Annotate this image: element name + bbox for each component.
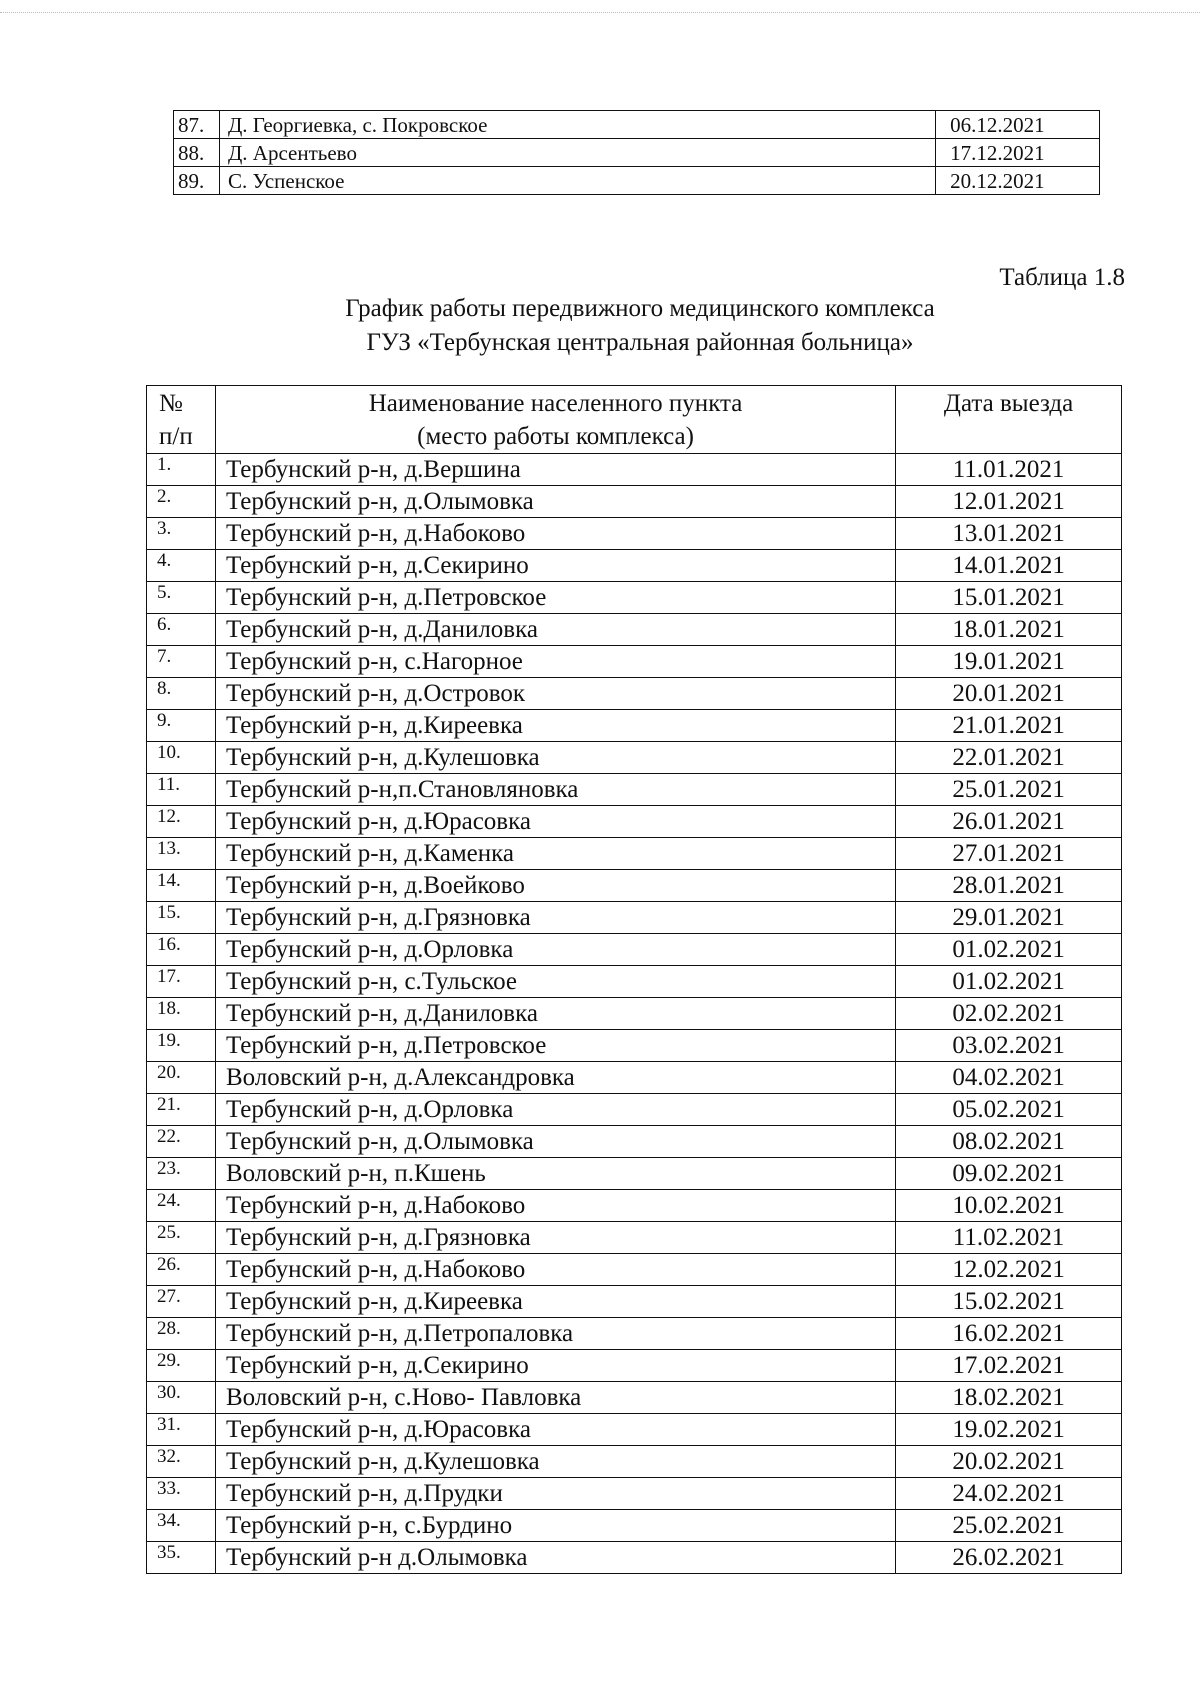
settlement-name: Д. Арсентьево <box>219 139 935 167</box>
table-row <box>147 806 1122 838</box>
visit-date: 19.02.2021 <box>896 1414 1122 1446</box>
visit-date: 28.01.2021 <box>896 870 1122 902</box>
table-row <box>147 934 1122 966</box>
table-row <box>147 966 1122 998</box>
row-number: 17. <box>147 966 216 998</box>
settlement-name: Тербунский р-н, д.Орловка <box>215 934 895 966</box>
table-row <box>147 1030 1122 1062</box>
visit-date: 26.01.2021 <box>896 806 1122 838</box>
previous-table-continuation <box>173 110 1100 195</box>
settlement-name: Тербунский р-н, д.Набоково <box>215 1190 895 1222</box>
row-number: 2. <box>147 486 216 518</box>
visit-date: 11.01.2021 <box>896 454 1122 486</box>
table-row <box>147 1382 1122 1414</box>
row-number: 30. <box>147 1382 216 1414</box>
visit-date: 17.02.2021 <box>896 1350 1122 1382</box>
settlement-name: Тербунский р-н, д.Олымовка <box>215 486 895 518</box>
visit-date: 03.02.2021 <box>896 1030 1122 1062</box>
row-number: 3. <box>147 518 216 550</box>
table-row <box>174 139 1100 167</box>
table-row <box>147 1478 1122 1510</box>
settlement-name: С. Успенское <box>219 167 935 195</box>
visit-date: 20.12.2021 <box>936 167 1100 195</box>
table-row <box>147 1286 1122 1318</box>
visit-date: 12.02.2021 <box>896 1254 1122 1286</box>
table-row <box>147 678 1122 710</box>
row-number: 28. <box>147 1318 216 1350</box>
row-number: 21. <box>147 1094 216 1126</box>
settlement-name: Тербунский р-н, с.Тульское <box>215 966 895 998</box>
visit-date: 17.12.2021 <box>936 139 1100 167</box>
table-row <box>147 486 1122 518</box>
visit-date: 01.02.2021 <box>896 934 1122 966</box>
visit-date: 09.02.2021 <box>896 1158 1122 1190</box>
settlement-name: Тербунский р-н, д.Вершина <box>215 454 895 486</box>
visit-date: 05.02.2021 <box>896 1094 1122 1126</box>
settlement-name: Тербунский р-н, с.Нагорное <box>215 646 895 678</box>
visit-date: 16.02.2021 <box>896 1318 1122 1350</box>
settlement-name: Тербунский р-н, д.Воейково <box>215 870 895 902</box>
row-number: 6. <box>147 614 216 646</box>
table-row <box>174 167 1100 195</box>
table-row <box>147 454 1122 486</box>
page-top-dotted-rule <box>0 12 1200 13</box>
settlement-name: Тербунский р-н, д.Островок <box>215 678 895 710</box>
visit-date: 15.01.2021 <box>896 582 1122 614</box>
row-number: 10. <box>147 742 216 774</box>
table-row <box>147 742 1122 774</box>
table-title: График работы передвижного медицинского комплекса <box>345 295 935 322</box>
header-num <box>147 386 216 454</box>
visit-date: 21.01.2021 <box>896 710 1122 742</box>
table-row <box>147 1222 1122 1254</box>
table-row <box>147 614 1122 646</box>
table-row <box>147 1542 1122 1574</box>
visit-date: 13.01.2021 <box>896 518 1122 550</box>
settlement-name: Тербунский р-н, с.Бурдино <box>215 1510 895 1542</box>
header-num-line2: п/п <box>159 423 193 450</box>
table-row <box>147 1414 1122 1446</box>
header-name-line1: Наименование населенного пункта <box>368 390 743 417</box>
table-row <box>147 1190 1122 1222</box>
row-number: 19. <box>147 1030 216 1062</box>
table-row <box>174 111 1100 139</box>
visit-date: 25.02.2021 <box>896 1510 1122 1542</box>
settlement-name: Тербунский р-н, д.Секирино <box>215 550 895 582</box>
table-row <box>147 1062 1122 1094</box>
row-number: 87. <box>174 111 220 139</box>
row-number: 34. <box>147 1510 216 1542</box>
row-number: 18. <box>147 998 216 1030</box>
table-row <box>147 518 1122 550</box>
table-row <box>147 1094 1122 1126</box>
table-row <box>147 710 1122 742</box>
row-number: 5. <box>147 582 216 614</box>
table-row <box>147 1254 1122 1286</box>
row-number: 12. <box>147 806 216 838</box>
visit-date: 24.02.2021 <box>896 1478 1122 1510</box>
row-number: 31. <box>147 1414 216 1446</box>
visit-date: 19.01.2021 <box>896 646 1122 678</box>
table-row <box>147 870 1122 902</box>
visit-date: 22.01.2021 <box>896 742 1122 774</box>
table-row <box>147 646 1122 678</box>
row-number: 26. <box>147 1254 216 1286</box>
row-number: 11. <box>147 774 216 806</box>
settlement-name: Тербунский р-н, д.Киреевка <box>215 1286 895 1318</box>
visit-date: 25.01.2021 <box>896 774 1122 806</box>
row-number: 29. <box>147 1350 216 1382</box>
row-number: 15. <box>147 902 216 934</box>
table-row <box>147 582 1122 614</box>
header-row <box>147 386 1122 454</box>
settlement-name: Тербунский р-н, д.Петровское <box>215 582 895 614</box>
visit-date: 18.01.2021 <box>896 614 1122 646</box>
table-row <box>147 1126 1122 1158</box>
settlement-name: Тербунский р-н, д.Набоково <box>215 518 895 550</box>
row-number: 32. <box>147 1446 216 1478</box>
settlement-name: Тербунский р-н, д.Секирино <box>215 1350 895 1382</box>
table-row <box>147 1318 1122 1350</box>
row-number: 16. <box>147 934 216 966</box>
table-row <box>147 902 1122 934</box>
visit-date: 06.12.2021 <box>936 111 1100 139</box>
row-number: 33. <box>147 1478 216 1510</box>
visit-date: 18.02.2021 <box>896 1382 1122 1414</box>
header-name <box>215 386 895 454</box>
settlement-name: Тербунский р-н, д.Киреевка <box>215 710 895 742</box>
table-row <box>147 838 1122 870</box>
table-row <box>147 998 1122 1030</box>
row-number: 25. <box>147 1222 216 1254</box>
visit-date: 10.02.2021 <box>896 1190 1122 1222</box>
settlement-name: Тербунский р-н, д.Каменка <box>215 838 895 870</box>
settlement-name: Воловский р-н, с.Ново- Павловка <box>215 1382 895 1414</box>
row-number: 20. <box>147 1062 216 1094</box>
table-row <box>147 1158 1122 1190</box>
row-number: 22. <box>147 1126 216 1158</box>
settlement-name: Тербунский р-н, д.Набоково <box>215 1254 895 1286</box>
table-row <box>147 1350 1122 1382</box>
schedule-table <box>146 385 1122 1574</box>
row-number: 8. <box>147 678 216 710</box>
visit-date: 26.02.2021 <box>896 1542 1122 1574</box>
schedule-table-body <box>147 454 1122 1574</box>
settlement-name: Тербунский р-н, д.Юрасовка <box>215 1414 895 1446</box>
visit-date: 29.01.2021 <box>896 902 1122 934</box>
row-number: 9. <box>147 710 216 742</box>
visit-date: 08.02.2021 <box>896 1126 1122 1158</box>
visit-date: 15.02.2021 <box>896 1286 1122 1318</box>
row-number: 27. <box>147 1286 216 1318</box>
settlement-name: Воловский р-н, п.Кшень <box>215 1158 895 1190</box>
settlement-name: Тербунский р-н, д.Прудки <box>215 1478 895 1510</box>
header-date: Дата выезда <box>896 386 1122 454</box>
visit-date: 20.01.2021 <box>896 678 1122 710</box>
header-name-line2: (место работы комплекса) <box>417 423 694 450</box>
row-number: 88. <box>174 139 220 167</box>
row-number: 35. <box>147 1542 216 1574</box>
settlement-name: Тербунский р-н, д.Грязновка <box>215 902 895 934</box>
table-subtitle: ГУЗ «Тербунская центральная районная больница» <box>366 329 914 356</box>
visit-date: 04.02.2021 <box>896 1062 1122 1094</box>
visit-date: 12.01.2021 <box>896 486 1122 518</box>
row-number: 14. <box>147 870 216 902</box>
visit-date: 20.02.2021 <box>896 1446 1122 1478</box>
previous-table-body <box>174 111 1100 195</box>
schedule-table-header <box>147 386 1122 454</box>
row-number: 13. <box>147 838 216 870</box>
settlement-name: Тербунский р-н д.Олымовка <box>215 1542 895 1574</box>
visit-date: 14.01.2021 <box>896 550 1122 582</box>
settlement-name: Тербунский р-н, д.Кулешовка <box>215 742 895 774</box>
row-number: 7. <box>147 646 216 678</box>
settlement-name: Тербунский р-н, д.Даниловка <box>215 614 895 646</box>
row-number: 89. <box>174 167 220 195</box>
settlement-name: Воловский р-н, д.Александровка <box>215 1062 895 1094</box>
table-label: Таблица 1.8 <box>999 264 1125 291</box>
settlement-name: Тербунский р-н, д.Грязновка <box>215 1222 895 1254</box>
visit-date: 02.02.2021 <box>896 998 1122 1030</box>
table-row <box>147 550 1122 582</box>
settlement-name: Тербунский р-н, д.Кулешовка <box>215 1446 895 1478</box>
header-num-line1: № <box>159 390 183 417</box>
settlement-name: Тербунский р-н, д.Даниловка <box>215 998 895 1030</box>
table-row <box>147 1446 1122 1478</box>
settlement-name: Тербунский р-н, д.Петропаловка <box>215 1318 895 1350</box>
settlement-name: Тербунский р-н, д.Петровское <box>215 1030 895 1062</box>
settlement-name: Тербунский р-н, д.Орловка <box>215 1094 895 1126</box>
settlement-name: Тербунский р-н,п.Становляновка <box>215 774 895 806</box>
visit-date: 01.02.2021 <box>896 966 1122 998</box>
visit-date: 27.01.2021 <box>896 838 1122 870</box>
visit-date: 11.02.2021 <box>896 1222 1122 1254</box>
row-number: 24. <box>147 1190 216 1222</box>
row-number: 1. <box>147 454 216 486</box>
settlement-name: Тербунский р-н, д.Олымовка <box>215 1126 895 1158</box>
table-row <box>147 774 1122 806</box>
row-number: 4. <box>147 550 216 582</box>
table-row <box>147 1510 1122 1542</box>
row-number: 23. <box>147 1158 216 1190</box>
settlement-name: Тербунский р-н, д.Юрасовка <box>215 806 895 838</box>
settlement-name: Д. Георгиевка, с. Покровское <box>219 111 935 139</box>
